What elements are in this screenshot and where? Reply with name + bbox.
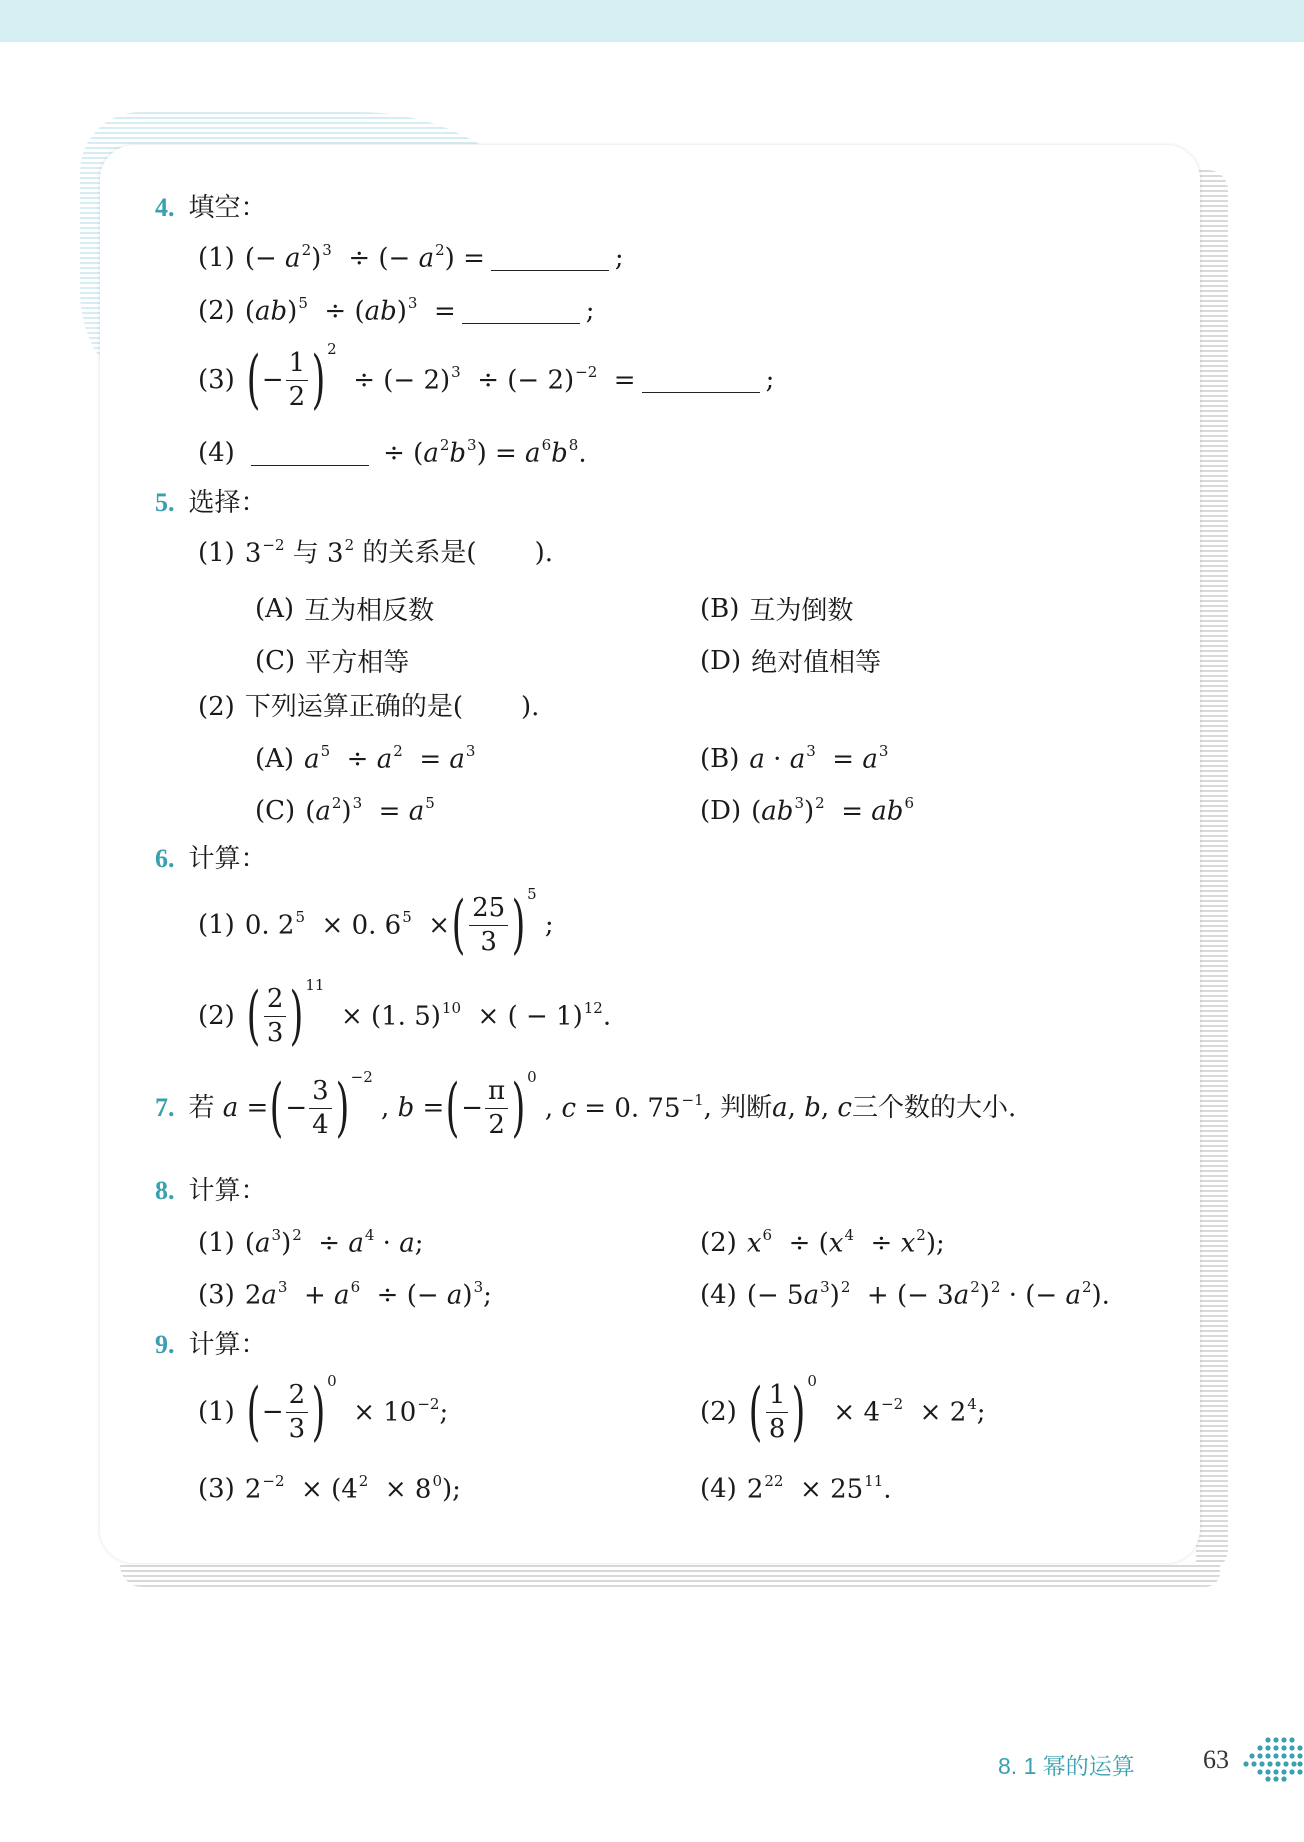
q4-p2-blank[interactable] [462,299,580,324]
q5-p2-option-c[interactable]: (C) $(a^2)^3 = a^5$ [255,794,435,827]
q4-p4-blank[interactable] [251,441,369,466]
q4-heading [155,195,267,221]
q4-part3: (3) ( − $\frac{1}{2}$ ) 2 ÷ (− 2)$^3$ ÷ (− 2)$^{-2}$ = ; [198,340,775,417]
q4-part1: (1) (− $a^2)^3$ ÷ (− $a^2$) = ; [198,241,624,274]
q4-p1-label: (1) [198,243,235,274]
q8-title: 计算： [188,1176,267,1206]
q4-p3-label: (3) [198,365,235,395]
q6-p2-label: (2) [198,1001,235,1031]
q9-part2: (2) ( $\frac{1}{8}$ ) 0 × $4^{-2} \times 2^4$; [700,1372,986,1449]
q9-number: 9. [155,1330,175,1359]
q8-part2: (2) $x^6 \div (x^4 \div x^2)$; [700,1226,945,1259]
q4-p3-fraction: $\frac{1}{2}$ [286,349,309,411]
q6-part1: (1) 0. $2^5 \times 0$. $6^5$ × ( $\frac{25}{3}$ ) 5 ; [198,885,554,962]
q6-part2: (2) ( $\frac{2}{3}$ ) 11 × (1. 5)$^{10}$ × ( − 1)$^{12}$. [198,976,612,1053]
q9-title: 计算： [188,1330,267,1360]
q4-p3-blank[interactable] [642,368,760,393]
q7-if: 若 [188,1093,215,1123]
q5-p1-stem: 的关系是( [362,538,477,569]
q5-title: 选择： [188,488,267,518]
q5-p2-option-d[interactable]: (D) $(ab^3)^2 = ab^6$ [700,794,914,827]
q7-number: 7. [155,1093,175,1122]
q5-p2-option-a[interactable]: (A) $a^5 \div a^2 = a^3$ [255,742,476,775]
q5-number: 5. [155,488,175,517]
q6-title: 计算： [188,844,267,874]
q8-number: 8. [155,1176,175,1205]
q5-part2: (2) 下列运算正确的是( ). [198,692,540,722]
q9-part3: (3) $2^{-2} \times (4^2 \times 8^0)$; [198,1472,461,1505]
footer-dots-icon [1242,1736,1304,1782]
q9-part4: (4) $2^{22} \times 25^{11}$. [700,1472,892,1505]
q4-p3-expr: ÷ (− 2)$^3$ ÷ (− 2)$^{-2}$ = [336,362,636,396]
q6-p1-label: (1) [198,910,235,940]
q8-part3: (3) $2a^3 + a^6$ ÷ (− a)$^3$; [198,1278,492,1311]
q4-p2-label: (2) [198,296,235,327]
q5-p1-option-c[interactable]: (C) 平方相等 [255,645,410,678]
q4-p2-expr: (ab)$^5$ ÷ (ab)$^3$ = [244,294,456,327]
q4-title: 填空： [188,193,267,223]
q4-part4 [198,436,587,469]
q8-part1: (1) $(a^3)^2 \div a^4 \cdot a$; [198,1226,424,1259]
q5-p2-stem: 下列运算正确的是( [244,692,463,722]
q9-p2-fraction: $\frac{1}{8}$ [766,1381,789,1443]
q5-p1-option-d[interactable]: (D) 绝对值相等 [700,645,882,678]
q5-p2-option-b[interactable]: (B) $a \cdot a^3 = a^3$ [700,742,889,775]
q9-part1: (1) ( − $\frac{2}{3}$ ) 0 × $10^{-2}$; [198,1372,449,1449]
q5-p1-expr: $3^{-2}$ 与 $3^2$ [244,536,355,569]
q8-heading [155,1178,267,1204]
q5-p1-option-b[interactable]: (B) 互为倒数 [700,593,854,626]
q4-p4-label: (4) [198,438,235,469]
q6-heading [155,846,267,872]
q4-part2: (2) (ab)$^5$ ÷ (ab)$^3$ = ; [198,294,595,327]
q6-p1-fraction: $\frac{25}{3}$ [469,894,508,956]
q4-p4-expr: ÷ $(a^2b^3) = a^6b^8$. [374,436,587,469]
q7-tail2: 三个数的大小. [851,1093,1017,1123]
q8-part4: (4) (− $5a^3)^2$ + (− $3a^2)^2$ · (− $a^2$). [700,1278,1110,1311]
q6-p2-fraction: $\frac{2}{3}$ [264,985,287,1047]
q4-p1-expr: (− $a^2)^3$ ÷ (− $a^2$) = [244,241,485,274]
page-number: 63 [1203,1745,1229,1774]
q9-p1-fraction: $\frac{2}{3}$ [286,1381,309,1443]
q9-heading [155,1332,267,1358]
q5-p1-label: (1) [198,538,235,569]
q4-p1-blank[interactable] [491,246,609,271]
q7-tail: , 判断 [703,1093,773,1123]
q6-number: 6. [155,844,175,873]
q5-part1: (1) $3^{-2}$ 与 $3^2$ 的关系是( ). [198,536,553,569]
q7-a-fraction: $\frac{3}{4}$ [309,1077,332,1139]
q5-p1-option-a[interactable]: (A) 互为相反数 [255,593,435,626]
footer-section-title: 8. 1 幂的运算 [998,1753,1135,1779]
q7-b-fraction: $\frac{\pi}{2}$ [485,1077,508,1139]
q7-line: 7. 若 a = ( − $\frac{3}{4}$ ) −2 , b = ( − $\frac{\pi}{2}$ ) 0 , c = 0. $75^{-1}$ , 判断 a, b, c 三个数的大小. [155,1068,1017,1145]
q5-p2-label: (2) [198,692,235,722]
q4-number: 4. [155,193,175,222]
q5-heading [155,490,267,516]
